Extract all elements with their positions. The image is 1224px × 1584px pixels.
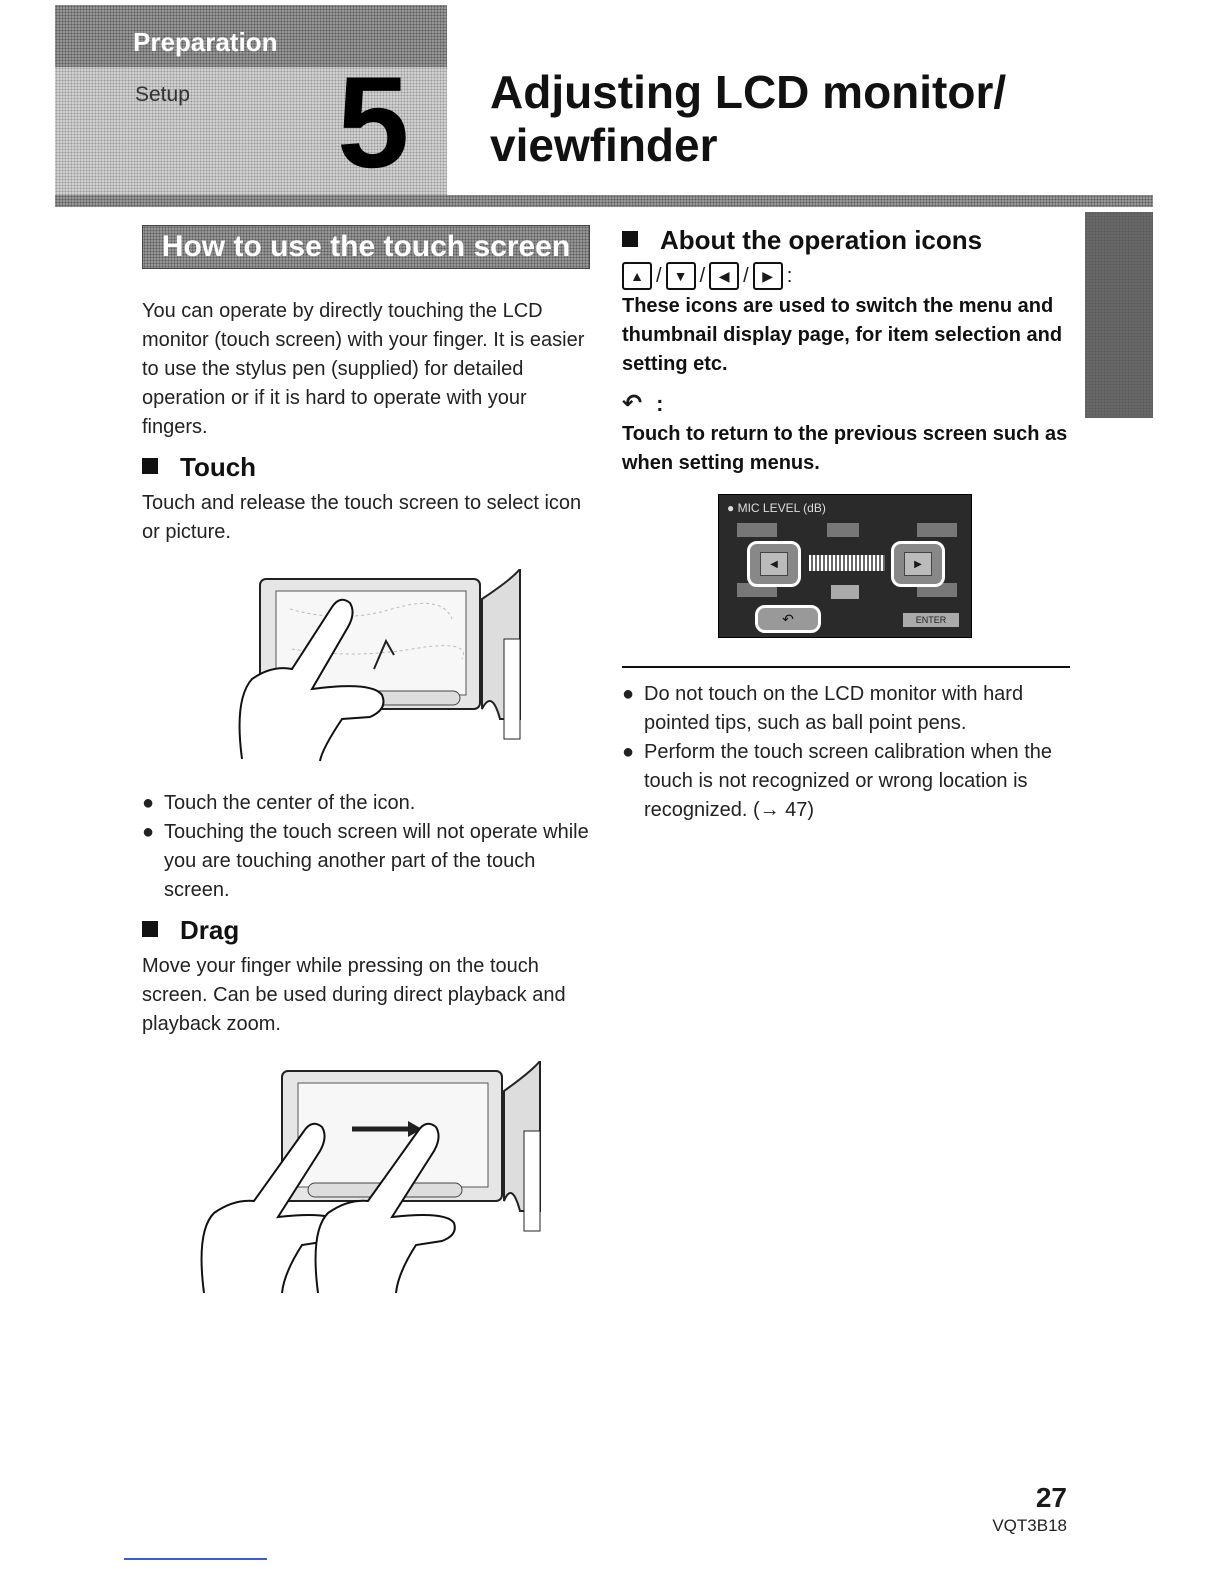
touch-heading: Touch	[142, 452, 590, 483]
touch-text: Touch and release the touch screen to select icon or picture.	[142, 492, 582, 543]
menu-label: ● MIC LEVEL (dB)	[727, 501, 826, 515]
right-arrow-button-example: ▶	[891, 541, 945, 587]
operation-icons-description: These icons are used to switch the menu and thumbnail display page, for item selection and setting etc.	[622, 295, 1063, 375]
operation-icons-suffix: :	[786, 264, 793, 287]
return-button-example: ↶	[755, 605, 821, 633]
right-column	[622, 225, 1072, 825]
right-arrow-icon: ▶	[753, 262, 783, 290]
left-arrow-button-example: ◀	[747, 541, 801, 587]
touch-screen-banner: How to use the touch screen	[142, 225, 590, 269]
footer-rule	[124, 1558, 267, 1560]
square-bullet-icon	[142, 458, 158, 474]
caution-note-2: ● Perform the touch screen calibration when the touch is not recognized or wrong location is recognized. (→ 47)	[622, 741, 1052, 821]
section-divider	[622, 666, 1070, 668]
enter-button-example: ENTER	[903, 613, 959, 627]
square-bullet-icon	[142, 921, 158, 937]
up-arrow-icon: ▲	[622, 262, 652, 290]
page-number: 27	[1035, 1482, 1067, 1513]
header-rule	[55, 195, 1153, 207]
step-number: 5	[337, 49, 410, 195]
operation-icons-row: ▲ / ▼ / ◀ / ▶ :	[622, 262, 1072, 290]
return-description: Touch to return to the previous screen such as when setting menus.	[622, 423, 1068, 474]
subsection-label: Setup	[135, 83, 190, 106]
side-tab	[1085, 212, 1153, 418]
return-icon: ↶	[622, 390, 643, 417]
touch-note-2: ● Touching the touch screen will not operate while you are touching another part of the touch screen.	[142, 821, 589, 901]
down-arrow-icon: ▼	[666, 262, 696, 290]
intro-text: You can operate by directly touching the LCD monitor (touch screen) with your finger. It is easier to use the stylus pen (supplied) for detailed operation or if it is hard to operate with your fingers.	[142, 300, 585, 438]
touch-illustration	[142, 569, 590, 769]
left-arrow-icon: ◀	[709, 262, 739, 290]
square-bullet-icon	[622, 231, 638, 247]
caution-note-1: ● Do not touch on the LCD monitor with hard pointed tips, such as ball point pens.	[622, 683, 1024, 734]
return-icon-row	[622, 389, 1072, 418]
page-title: Adjusting LCD monitor/ viewfinder	[490, 66, 1007, 171]
operation-icons-heading: About the operation icons	[622, 225, 1072, 256]
touch-note-1: ● Touch the center of the icon.	[142, 792, 416, 814]
drag-illustration	[142, 1061, 590, 1301]
drag-text: Move your finger while pressing on the touch screen. Can be used during direct playback and playback zoom.	[142, 955, 566, 1035]
section-label: Preparation	[133, 27, 278, 57]
left-column	[142, 225, 590, 1301]
document-code: VQT3B18	[992, 1516, 1067, 1535]
chapter-header	[55, 5, 447, 195]
return-suffix: :	[656, 390, 664, 416]
lcd-screen-example	[718, 494, 972, 638]
drag-heading: Drag	[142, 915, 590, 946]
